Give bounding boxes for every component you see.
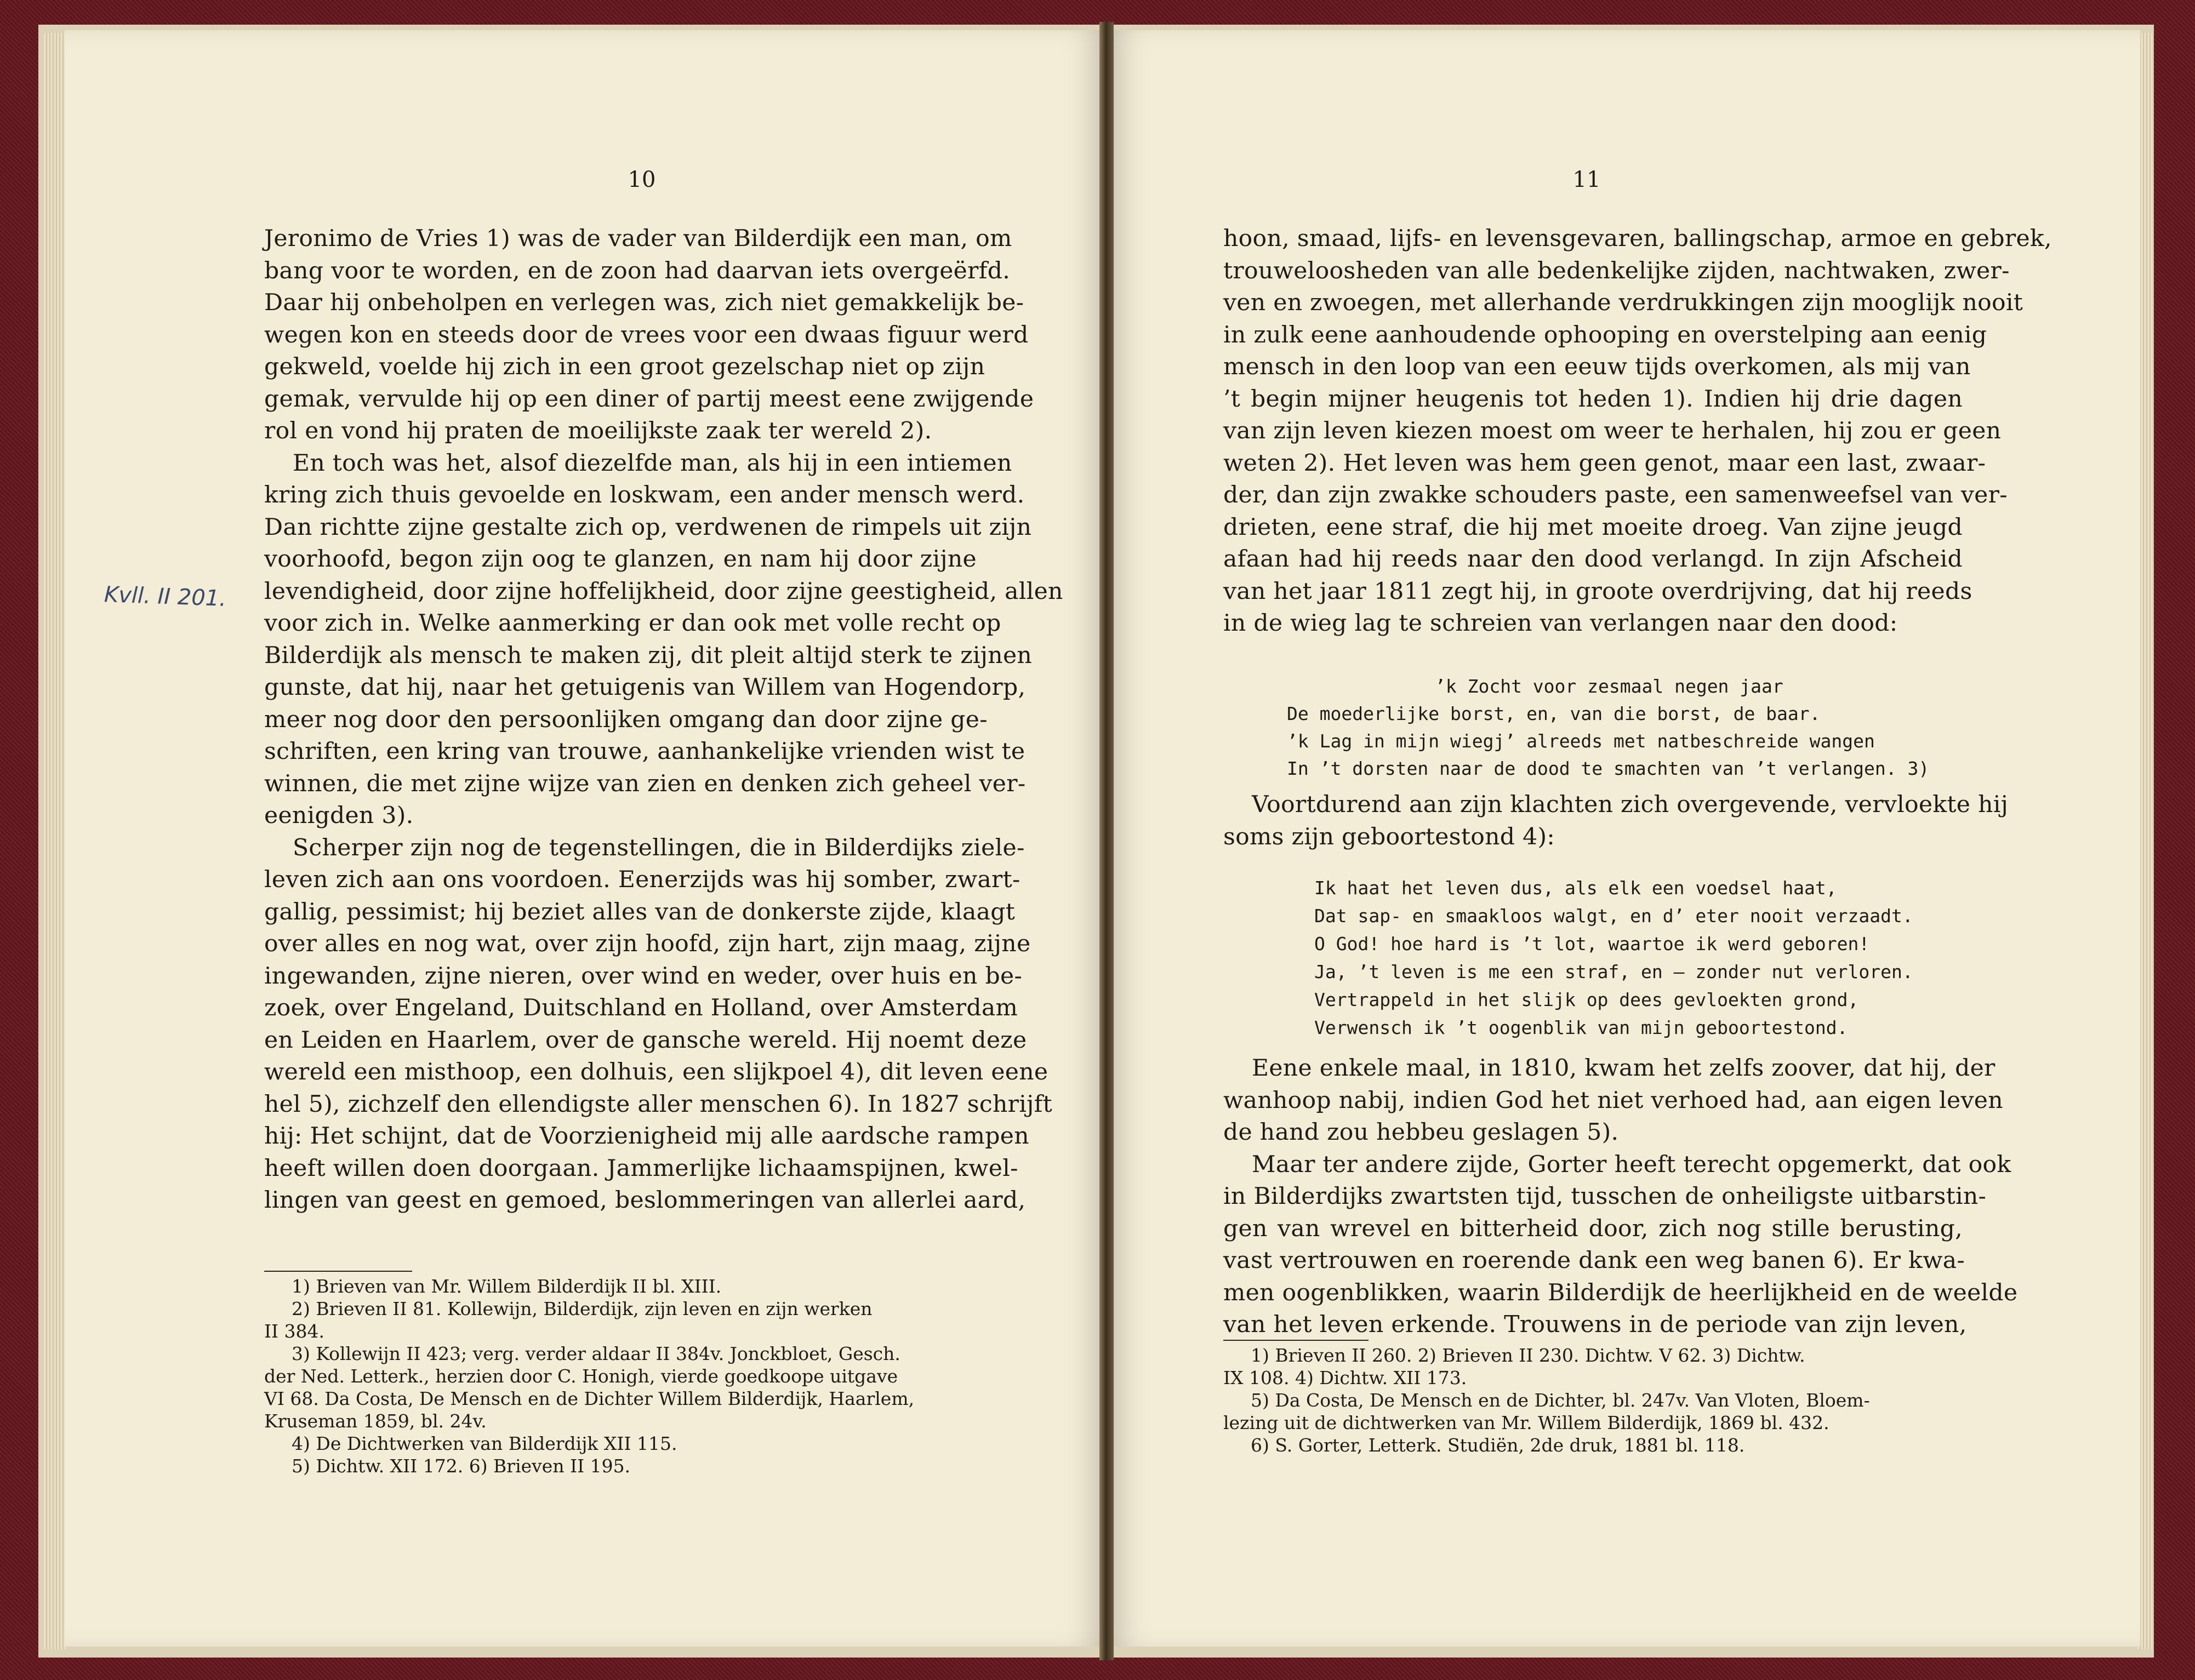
footnote-line: 1) Brieven II 260. 2) Brieven II 230. Dichtw. V 62. 3) Dichtw. <box>1251 1345 1805 1366</box>
text-line: en Leiden en Haarlem, over de gansche wereld. Hij noemt deze <box>264 1026 1027 1054</box>
footnote-line: VI 68. Da Costa, De Mensch en de Dichter Willem Bilderdijk, Haarlem, <box>264 1388 915 1409</box>
text-line: voor zich in. Welke aanmerking er dan ook met volle recht op <box>264 610 1001 637</box>
text-line: weten 2). Het leven was hem geen genot, maar een last, zwaar- <box>1223 449 1986 477</box>
text-line: drieten, eene straf, die hij met moeite droeg. Van zijne jeugd <box>1223 513 1963 541</box>
text-line: hij: Het schijnt, dat de Voorzienigheid mij alle aardsche rampen <box>264 1123 1029 1150</box>
text-line: En toch was het, alsof diezelfde man, als hij in een intiemen <box>293 449 1012 477</box>
text-line: schriften, een kring van trouwe, aanhankelijke vrienden wist te <box>264 738 1025 765</box>
text-line: gen van wrevel en bitterheid door, zich nog stille berusting, <box>1223 1215 1963 1242</box>
book-gutter <box>1099 22 1114 1660</box>
text-line: mensch in den loop van een eeuw tijds overkomen, als mij van <box>1223 353 1971 380</box>
text-line: in zulk eene aanhoudende ophooping en overstelping aan eenig <box>1223 321 1987 348</box>
text-line: leven zich aan ons voordoen. Eenerzijds was hij somber, zwart- <box>264 866 1020 893</box>
left-page <box>65 30 1104 1647</box>
page-number: 10 <box>628 167 656 192</box>
footnote-line: Kruseman 1859, bl. 24v. <box>264 1410 487 1432</box>
footnote-line: lezing uit de dichtwerken van Mr. Willem Bilderdijk, 1869 bl. 432. <box>1223 1412 1829 1433</box>
text-line: Jeronimo de Vries 1) was de vader van Bilderdijk een man, om <box>264 225 1012 252</box>
text-line: vast vertrouwen en roerende dank een weg banen 6). Er kwa- <box>1223 1247 1965 1274</box>
text-line: ven en zwoegen, met allerhande verdrukkingen zijn mooglijk nooit <box>1223 289 2023 316</box>
verse-line: ’k Zocht voor zesmaal negen jaar <box>1435 676 1783 697</box>
text-line: gemak, vervulde hij op een diner of partij meest eene zwijgende <box>264 385 1034 413</box>
text-line: Eene enkele maal, in 1810, kwam het zelfs zoover, dat hij, der <box>1252 1055 1996 1082</box>
footnote-line: 6) S. Gorter, Letterk. Studiën, 2de druk, 1881 bl. 118. <box>1251 1435 1745 1456</box>
text-line: hoon, smaad, lijfs- en levensgevaren, ballingschap, armoe en gebrek, <box>1223 225 2052 252</box>
page-number: 11 <box>1572 167 1601 192</box>
text-line: soms zijn geboortestond 4): <box>1223 823 1555 850</box>
footnote-line: 2) Brieven II 81. Kollewijn, Bilderdijk, zijn leven en zijn werken <box>292 1298 873 1319</box>
verse-line: Dat sap- en smaakloos walgt, en d’ eter nooit verzaadt. <box>1314 905 1913 927</box>
footnote-line: 5) Dichtw. XII 172. 6) Brieven II 195. <box>292 1455 631 1477</box>
body-text-b <box>1223 789 2009 853</box>
text-line: over alles en nog wat, over zijn hoofd, zijn hart, zijn maag, zijne <box>264 930 1031 957</box>
text-line: winnen, die met zijne wijze van zien en denken zich geheel ver- <box>264 770 1026 797</box>
text-line: wegen kon en steeds door de vrees voor een dwaas figuur werd <box>264 321 1029 348</box>
verse-line: De moederlijke borst, en, van die borst, de baar. <box>1287 703 1821 724</box>
verse-quote-2 <box>1314 874 1913 1042</box>
body-text <box>264 223 1063 1217</box>
body-text-c <box>1223 1053 2018 1341</box>
text-line: gunste, dat hij, naar het getuigenis van Willem van Hogendorp, <box>264 674 1026 701</box>
text-line: der, dan zijn zwakke schouders paste, een samenweefsel van ver- <box>1223 482 2008 508</box>
footnote-line: der Ned. Letterk., herzien door C. Honigh, vierde goedkoope uitgave <box>264 1365 898 1387</box>
footnote-rule <box>264 1271 412 1272</box>
text-line: de hand zou hebbeu geslagen 5). <box>1223 1119 1619 1146</box>
text-line: ingewanden, zijne nieren, over wind en weder, over huis en be- <box>264 962 1023 990</box>
text-line: heeft willen doen doorgaan. Jammerlijke lichaamspijnen, kwel- <box>264 1155 1018 1182</box>
footnote-line: 4) De Dichtwerken van Bilderdijk XII 115. <box>292 1433 677 1454</box>
text-line: eenigden 3). <box>264 802 414 829</box>
text-line: Daar hij onbeholpen en verlegen was, zich niet gemakkelijk be- <box>264 289 1024 316</box>
footnote-line: II 384. <box>264 1321 325 1342</box>
text-line: Dan richtte zijne gestalte zich op, verdwenen de rimpels uit zijn <box>264 513 1032 541</box>
text-line: hel 5), zichzelf den ellendigste aller menschen 6). In 1827 schrijft <box>264 1090 1053 1118</box>
verse-line: ’k Lag in mijn wiegj’ alreeds met natbeschreide wangen <box>1287 730 1875 752</box>
footnotes <box>264 1275 977 1477</box>
text-line: bang voor te worden, en de zoon had daarvan iets overgeërfd. <box>264 257 1011 284</box>
text-line: Maar ter andere zijde, Gorter heeft terecht opgemerkt, dat ook <box>1252 1151 2011 1178</box>
text-line: rol en vond hij praten de moeilijkste zaak ter wereld 2). <box>264 418 932 444</box>
footnote-line: 5) Da Costa, De Mensch en de Dichter, bl. 247v. Van Vloten, Bloem- <box>1251 1390 1870 1411</box>
footnote-line: 1) Brieven van Mr. Willem Bilderdijk II bl. XIII. <box>292 1276 722 1297</box>
text-line: levendigheid, door zijne hoffelijkheid, door zijne geestigheid, allen <box>264 578 1063 605</box>
text-line: gekweld, voelde hij zich in een groot gezelschap niet op zijn <box>264 353 985 380</box>
text-line: lingen van geest en gemoed, beslommeringen van allerlei aard, <box>264 1187 1026 1214</box>
text-line: van het jaar 1811 zegt hij, in groote overdrijving, dat hij reeds <box>1223 578 1972 605</box>
text-line: meer nog door den persoonlijken omgang dan door zijne ge- <box>264 706 988 733</box>
right-page <box>1110 30 2140 1647</box>
text-line: afaan had hij reeds naar den dood verlangd. In zijn Afscheid <box>1223 546 1963 573</box>
text-line: Bilderdijk als mensch te maken zij, dit pleit altijd sterk te zijnen <box>264 642 1033 669</box>
verse-line: O God! hoe hard is ’t lot, waartoe ik werd geboren! <box>1314 933 1870 955</box>
body-text-a <box>1223 223 2052 640</box>
footnote-rule <box>1223 1340 1369 1341</box>
footnotes <box>1223 1344 1963 1456</box>
text-line: kring zich thuis gevoelde en loskwam, een ander mensch werd. <box>264 482 1025 508</box>
text-line: Voortdurend aan zijn klachten zich overgevende, vervloekte hij <box>1252 791 2009 818</box>
text-line: van het leven erkende. Trouwens in de periode van zijn leven, <box>1223 1311 1967 1338</box>
text-line: voorhoofd, begon zijn oog te glanzen, en nam hij door zijne <box>264 546 977 573</box>
page-edges-left <box>44 33 66 1649</box>
verse-line: Ja, ’t leven is me een straf, en — zonder nut verloren. <box>1314 961 1913 982</box>
text-line: men oogenblikken, waarin Bilderdijk de heerlijkheid en de weelde <box>1223 1279 2018 1306</box>
text-line: van zijn leven kiezen moest om weer te herhalen, hij zou er geen <box>1223 418 2002 444</box>
handwritten-margin-note: Kvll. II 201. <box>104 582 227 612</box>
text-line: gallig, pessimist; hij beziet alles van de donkerste zijde, klaagt <box>264 898 1016 925</box>
text-line: Scherper zijn nog de tegenstellingen, die in Bilderdijks ziele- <box>293 834 1025 861</box>
text-line: zoek, over Engeland, Duitschland en Holland, over Amsterdam <box>264 995 1018 1021</box>
text-line: trouweloosheden van alle bedenkelijke zijden, nachtwaken, zwer- <box>1223 257 2010 284</box>
verse-line: In ’t dorsten naar de dood te smachten van ’t verlangen. 3) <box>1287 758 1930 779</box>
footnote-line: IX 108. 4) Dichtw. XII 173. <box>1223 1367 1467 1388</box>
verse-line: Vertrappeld in het slijk op dees gevloekten grond, <box>1314 989 1859 1010</box>
footnote-line: 3) Kollewijn II 423; verg. verder aldaar II 384v. Jonckbloet, Gesch. <box>292 1343 900 1364</box>
text-line: in de wieg lag te schreien van verlangen naar den dood: <box>1223 610 1898 637</box>
text-line: wereld een misthoop, een dolhuis, een slijkpoel 4), dit leven eene <box>264 1059 1048 1085</box>
text-line: ’t begin mijner heugenis tot heden 1). Indien hij drie dagen <box>1223 385 1963 413</box>
verse-quote-1 <box>1287 673 1929 782</box>
text-line: wanhoop nabij, indien God het niet verhoed had, aan eigen leven <box>1223 1087 2003 1114</box>
verse-line: Ik haat het leven dus, als elk een voedsel haat, <box>1314 877 1837 899</box>
text-line: in Bilderdijks zwartsten tijd, tusschen de onheiligste uitbarstin- <box>1223 1183 1987 1210</box>
verse-line: Verwensch ik ’t oogenblik van mijn geboortestond. <box>1314 1017 1848 1038</box>
